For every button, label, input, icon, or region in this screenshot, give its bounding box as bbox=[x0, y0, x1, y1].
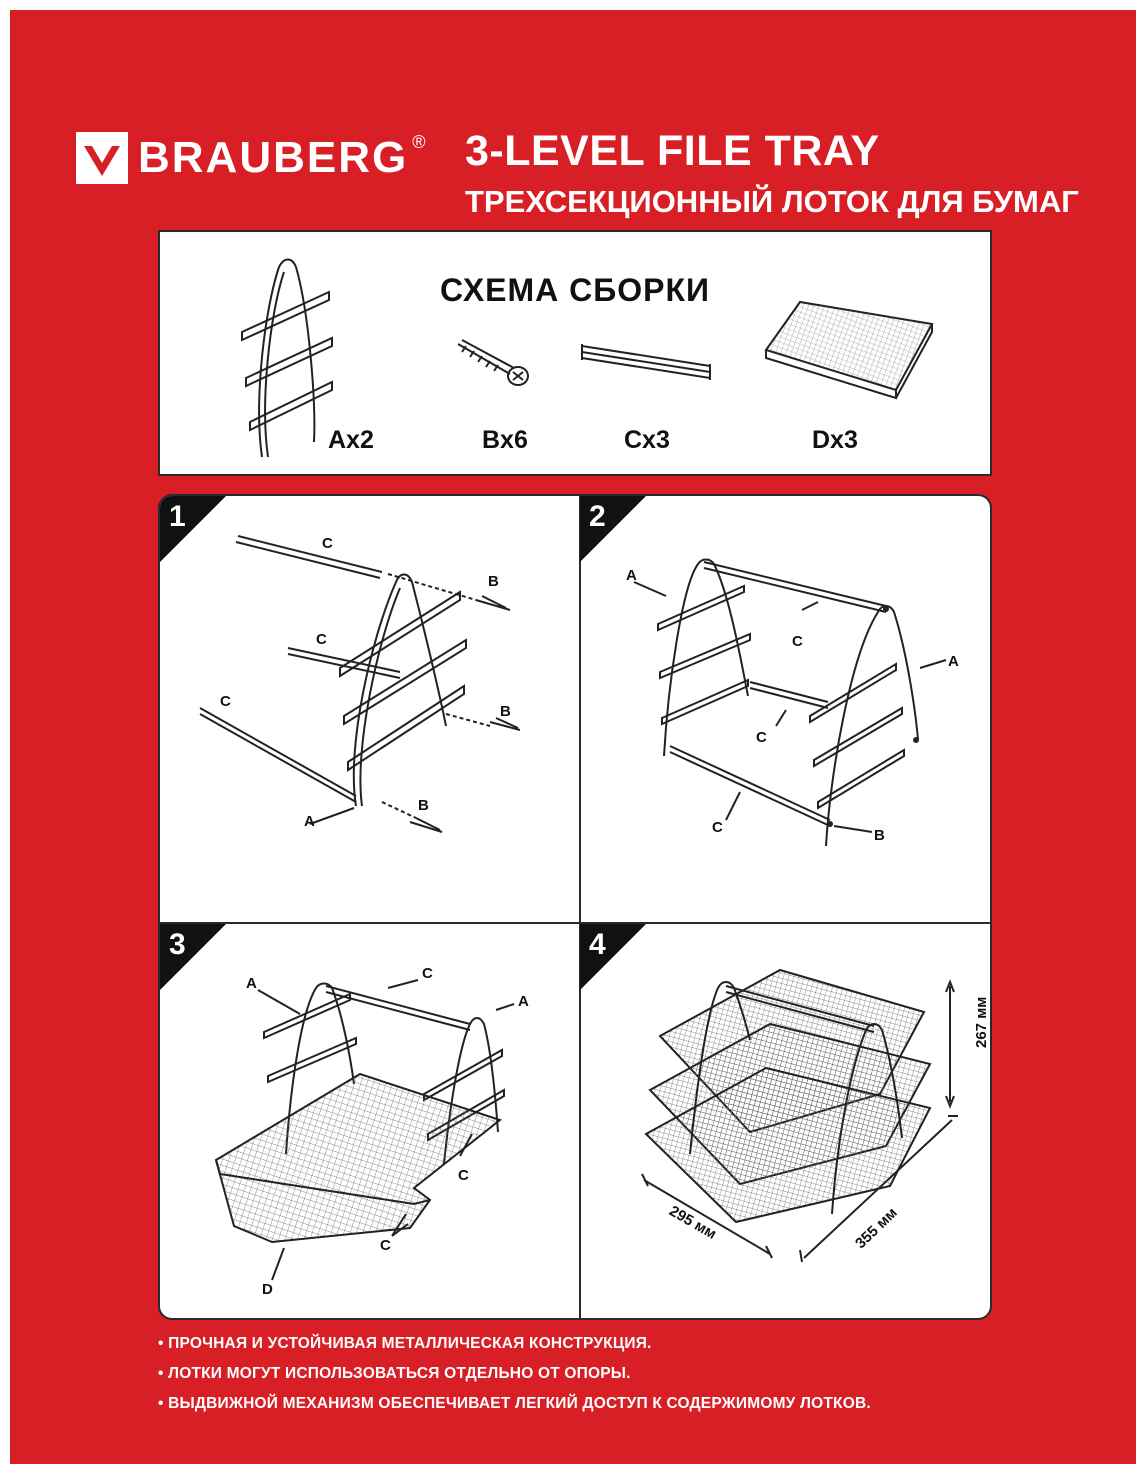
step-number-badge bbox=[580, 496, 646, 562]
label-a: A bbox=[518, 993, 529, 1010]
list-item: • ПРОЧНАЯ И УСТОЙЧИВАЯ МЕТАЛЛИЧЕСКАЯ КОНСТРУКЦИЯ. bbox=[158, 1335, 871, 1353]
label-c: C bbox=[712, 819, 723, 836]
dimension-height: 267 мм bbox=[973, 996, 990, 1048]
label-a: A bbox=[948, 653, 959, 670]
step-number: 2 bbox=[589, 500, 606, 533]
label-b: B bbox=[874, 827, 885, 844]
rod-icon bbox=[578, 336, 718, 386]
parts-title: СХЕМА СБОРКИ bbox=[439, 272, 711, 308]
step-number-badge bbox=[160, 924, 226, 990]
step-3 bbox=[160, 924, 578, 1320]
feature-list bbox=[158, 1335, 871, 1425]
label-c: C bbox=[316, 631, 327, 648]
label-c: C bbox=[756, 729, 767, 746]
part-label-c: Cx3 bbox=[624, 426, 670, 454]
label-a: A bbox=[304, 813, 315, 830]
step-number-badge bbox=[580, 924, 646, 990]
label-b: B bbox=[500, 703, 511, 720]
frame-support-icon bbox=[234, 252, 334, 462]
label-c: C bbox=[380, 1237, 391, 1254]
step-number: 1 bbox=[169, 500, 186, 533]
list-item: • ЛОТКИ МОГУТ ИСПОЛЬЗОВАТЬСЯ ОТДЕЛЬНО ОТ ОПОРЫ. bbox=[158, 1365, 871, 1383]
product-subtitle: ТРЕХСЕКЦИОННЫЙ ЛОТОК ДЛЯ БУМАГ bbox=[465, 184, 1079, 219]
step-number: 3 bbox=[169, 928, 186, 961]
label-c: C bbox=[792, 633, 803, 650]
product-title: 3-LEVEL FILE TRAY bbox=[465, 127, 880, 175]
label-c: C bbox=[458, 1167, 469, 1184]
step-2 bbox=[580, 496, 992, 922]
step-4 bbox=[580, 924, 992, 1320]
label-a: A bbox=[626, 567, 637, 584]
part-label-a: Ax2 bbox=[328, 426, 374, 454]
step-number: 4 bbox=[589, 928, 606, 961]
mesh-tray-icon bbox=[760, 292, 940, 402]
instruction-sheet bbox=[10, 10, 1136, 1464]
assembly-steps-panel bbox=[158, 494, 992, 1320]
part-label-d: Dx3 bbox=[812, 426, 858, 454]
dimension-width: 295 мм bbox=[666, 1202, 720, 1243]
label-c: C bbox=[422, 965, 433, 982]
step-number-badge bbox=[160, 496, 226, 562]
label-c: C bbox=[220, 693, 231, 710]
label-c: C bbox=[322, 535, 333, 552]
label-b: B bbox=[488, 573, 499, 590]
checkmark-logo-icon bbox=[74, 130, 130, 186]
parts-panel bbox=[158, 230, 992, 476]
screw-icon bbox=[452, 336, 532, 396]
brand-name: BRAUBERG bbox=[138, 133, 409, 182]
label-b: B bbox=[418, 797, 429, 814]
label-d: D bbox=[262, 1281, 273, 1298]
label-a: A bbox=[246, 975, 257, 992]
registered-mark: ® bbox=[412, 131, 426, 152]
part-label-b: Bx6 bbox=[482, 426, 528, 454]
dimension-depth: 355 мм bbox=[852, 1204, 901, 1253]
step-1 bbox=[160, 496, 578, 922]
list-item: • ВЫДВИЖНОЙ МЕХАНИЗМ ОБЕСПЕЧИВАЕТ ЛЕГКИЙ ДОСТУП К СОДЕРЖИМОМУ ЛОТКОВ. bbox=[158, 1395, 871, 1413]
brand-logo bbox=[74, 130, 426, 186]
